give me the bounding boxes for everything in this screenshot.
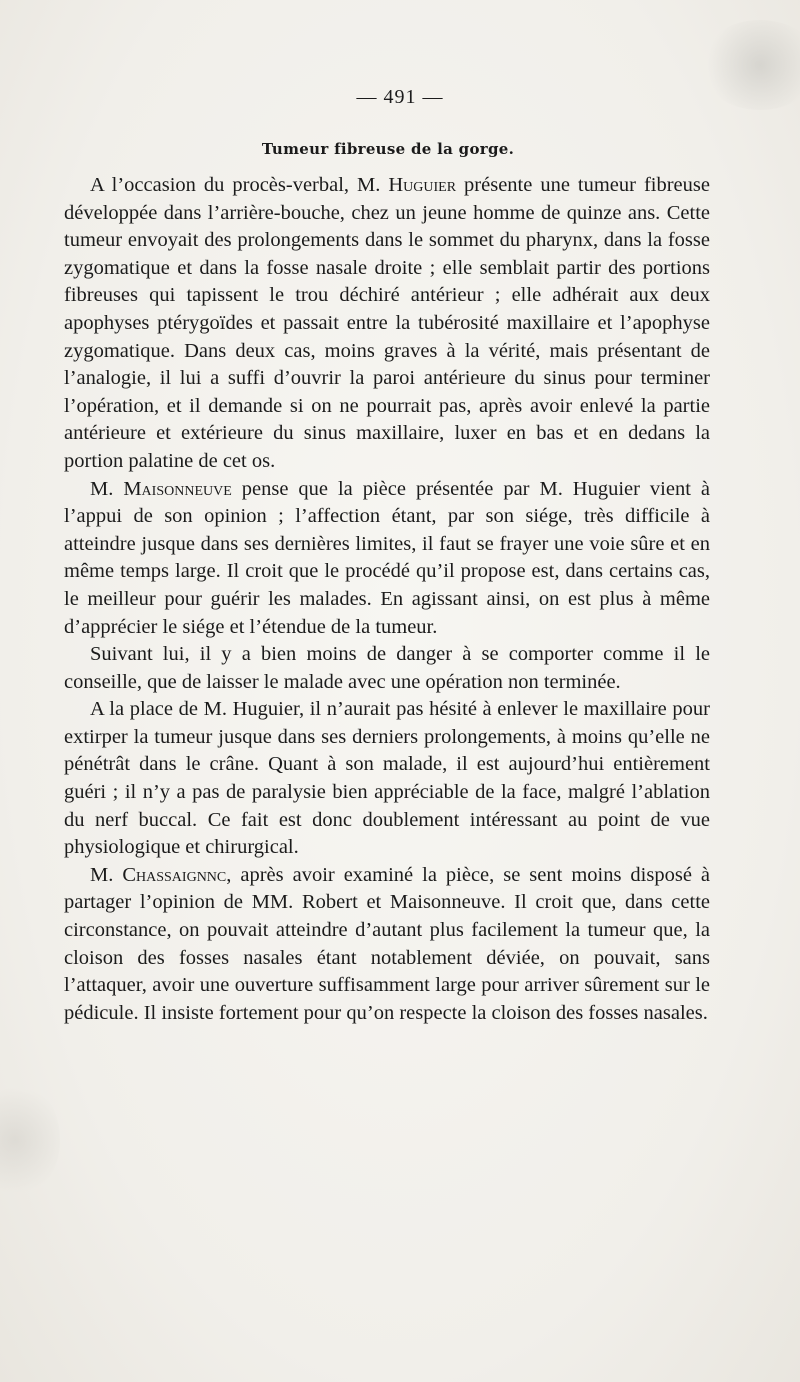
paragraph xyxy=(64,641,710,696)
paragraph-text: Suivant lui, il y a bien moins de danger à se comporter comme il le conseille, que de laisser le malade avec une opération non terminée. xyxy=(64,643,710,693)
paragraph xyxy=(64,172,710,476)
author-name: Huguier xyxy=(388,174,457,196)
author-name: Maisonneuve xyxy=(123,477,232,500)
paragraph xyxy=(64,476,710,642)
paragraph xyxy=(64,696,710,862)
paper-stain xyxy=(0,1080,60,1200)
section-heading: Tumeur fibreuse de la gorge. xyxy=(261,140,515,158)
page-number: — 491 — xyxy=(356,86,444,108)
paragraph-text: M. xyxy=(90,477,124,500)
paragraph-text: M. xyxy=(90,863,123,886)
paragraph-text: A l’occasion du procès-verbal, M. xyxy=(90,174,389,196)
author-name: Chassaignnc xyxy=(122,863,227,886)
paragraph-text: pense que la pièce présentée par M. Huguier vient à l’appui de son opinion ; l’affection étant, par son siége, très difficile à atteindre jusque dans ses dernières limites, il faut se frayer une voie sûre et en même temps large. Il croit que le procédé qu’il propose est, dans certains cas, le meilleur pour guérir les malades. En agissant ainsi, on est plus à même d’apprécier le siége et l’étendue de la tumeur. xyxy=(64,477,710,638)
paragraph-text: , après avoir examiné la pièce, se sent moins disposé à partager l’opinion de MM. Robert et Maisonneuve. Il croit que, dans cette circonstance, on pouvait atteindre d’autant plus facilement la tumeur que, la cloison des fosses nasales étant notablement déviée, on pouvait, sans l’attaquer, avoir une ouverture suffisamment large pour arriver sûrement sur le pédicule. Il insiste fortement pour qu’on respecte la cloison des fosses nasales. xyxy=(64,863,710,1024)
paragraph-text: A la place de M. Huguier, il n’aurait pas hésité à enlever le maxillaire pour extirper la tumeur jusque dans ses derniers prolongements, à moins qu’elle ne pénétrât dans le crâne. Quant à son malade, il est aujourd’hui entièrement guéri ; il n’y a pas de paralysie bien appréciable de la face, malgré l’ablation du nerf buccal. Ce fait est donc doublement intéressant au point de vue physiologique et chirurgical. xyxy=(64,698,710,859)
body-text xyxy=(64,172,710,1027)
paragraph-text: présente une tumeur fibreuse développée dans l’arrière-bouche, chez un jeune homme de quinze ans. Cette tumeur envoyait des prolongements dans le sommet du pharynx, dans la fosse zygomatique et dans la fosse nasale droite ; elle semblait partir des portions fibreuses qui tapissent le trou déchiré antérieur ; elle adhérait aux deux apophyses ptérygoïdes et passait entre la tubérosité maxillaire et l’apophyse zygomatique. Dans deux cas, moins graves à la vérité, mais présentant de l’analogie, il lui a suffi d’ouvrir la paroi antérieure du sinus pour terminer l’opération, et il demande si on ne pourrait pas, après avoir enlevé la partie antérieure et extérieure du sinus maxillaire, luxer en bas et en dedans la portion palatine de cet os. xyxy=(64,174,710,472)
paragraph xyxy=(64,862,710,1028)
